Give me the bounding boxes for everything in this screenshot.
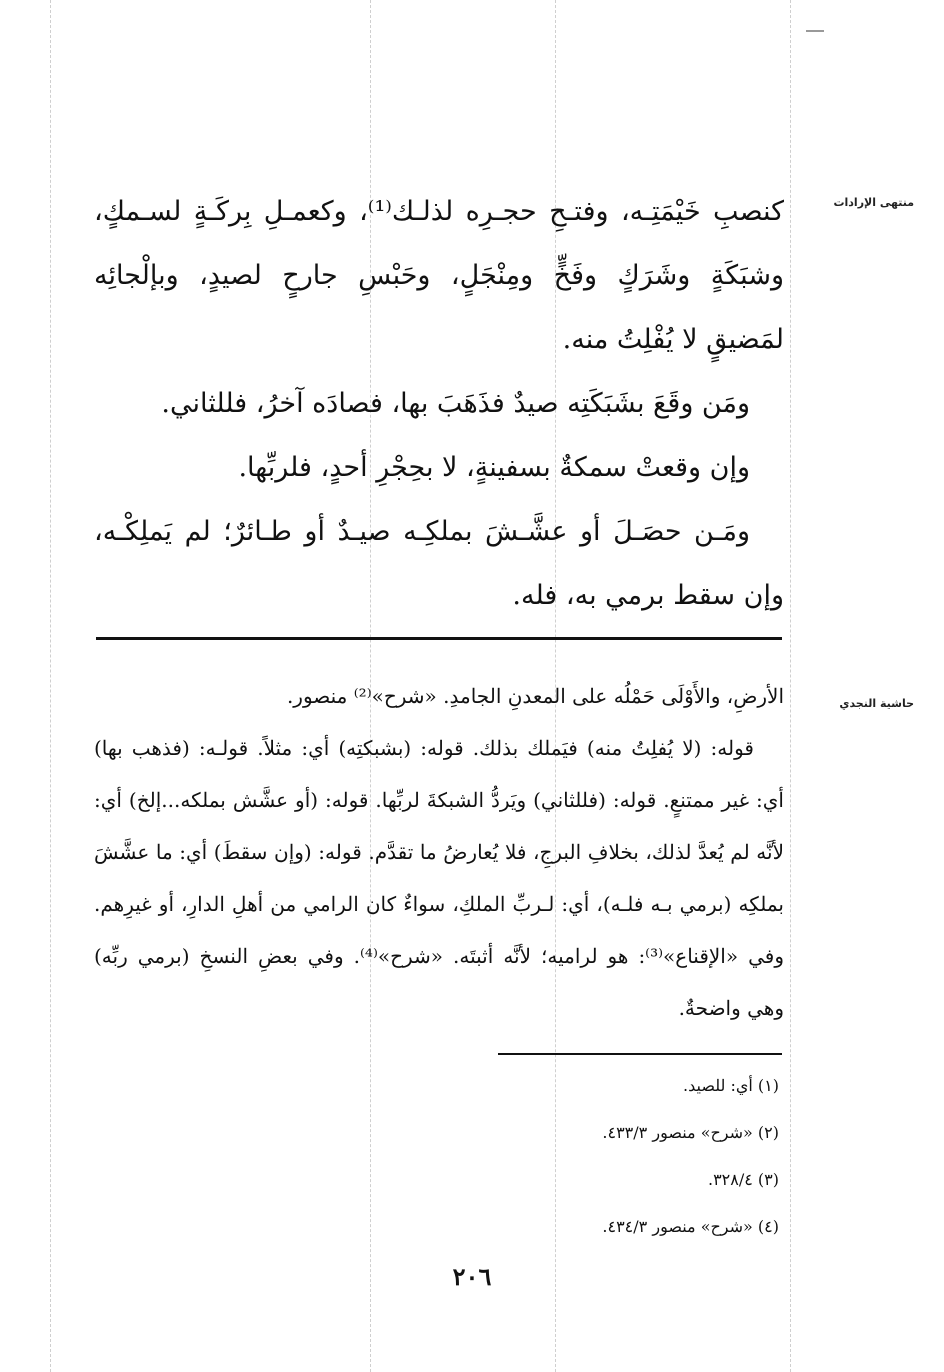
footnote: (٤) «شرح» منصور ٤٣٤/٣. [602, 1217, 779, 1236]
section-divider [96, 637, 782, 640]
footnote: (٢) «شرح» منصور ٤٣٣/٣. [602, 1123, 779, 1142]
main-paragraph: ومَن وقَعَ بشَبَكَتِه صيدٌ فذَهَبَ بها، فصادَه آخرُ، فللثاني. [161, 388, 750, 419]
commentary-paragraph: الأرضِ، والأَوْلَى حَمْلُه على المعدنِ الجامدِ. «شرح»⁽²⁾ منصور. [286, 684, 784, 708]
scan-guide-line [790, 0, 791, 1372]
footnote: (١) أي: للصيد. [683, 1076, 779, 1095]
main-paragraph: ومَـن حصَـلَ أو عشَّـشَ بملكِـه صيـدٌ أو طـائرٌ؛ لم يَملِكْـه، وإن سقط برمي به، فله. [94, 516, 784, 611]
scan-guide-line [50, 0, 51, 1372]
page-number: ٢٠٦ [452, 1262, 492, 1291]
commentary-paragraph: قوله: (لا يُفلِتُ منه) فيَملك بذلك. قوله: (بشبكتِه) أي: مثلاً. قولـه: (فذهب بها) أي: غير ممتنعٍ. قوله: (فللثاني) ويَردُّ الشبكةَ لربِّها. قوله: (أو عشَّش بملكه...إلخ) أي: لأنَّه لم يُعدَّ لذلك، بخلافِ البرجِ، فلا يُعارضُ ما تقدَّم. قوله: (وإن سقطَ) أي: ما عشَّشَ بملكِه (برمي بـه فلـه)، أي: لـربِّ الملكِ، سواءٌ كان الرامي من أهلِ الدارِ، أو غيرِهم. وفي «الإقناع»⁽³⁾: هو لراميه؛ لأنَّه أثبتَه. «شرح»⁽⁴⁾. وفي بعضِ النسخِ (برمي ربِّه) وهي واضحةٌ. [94, 736, 784, 1020]
commentary-text [94, 670, 784, 1034]
scan-mark [806, 30, 824, 32]
footnote: (٣) ٣٢٨/٤. [707, 1170, 779, 1189]
footnotes [179, 1062, 779, 1250]
footnote-divider [498, 1053, 782, 1055]
main-paragraph: وإن وقعتْ سمكةٌ بسفينةٍ، لا بحِجْرِ أحدٍ، فلربِّها. [238, 452, 750, 483]
margin-label-main: منتهى الإرادات [833, 196, 914, 209]
main-paragraph: كنصبِ خَيْمَتِـه، وفتـحِ حجـرِه لذلـك⁽¹⁾، وكعمـلِ بِركَـةٍ لسـمكٍ، وشبَكَةٍ وشَرَكٍ وفَخٍّ ومِنْجَلٍ، وحَبْسِ جارحٍ لصيدٍ، وبإلْجائِه لمَضيقٍ لا يُفْلِتُ منه. [94, 196, 784, 355]
main-text [94, 180, 784, 628]
margin-label-hashiya: حاشية النجدي [839, 697, 914, 710]
